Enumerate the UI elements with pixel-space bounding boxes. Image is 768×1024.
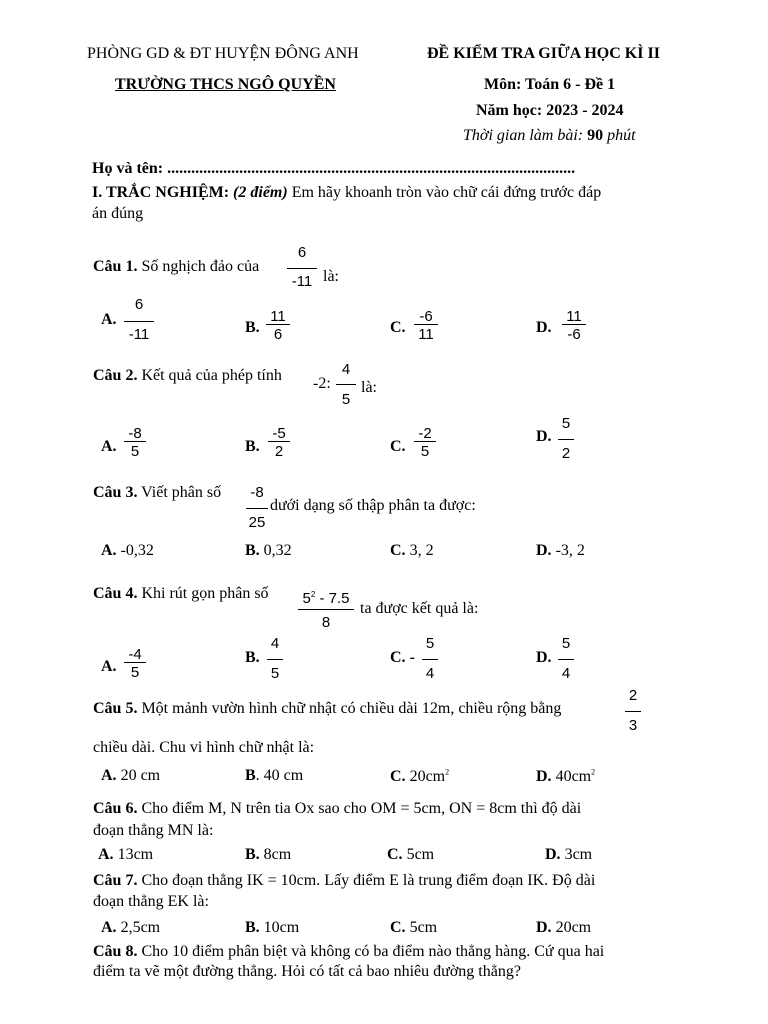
q7-option-a[interactable]: [101, 920, 160, 936]
question-1-text: Số nghịch đảo của: [141, 258, 260, 275]
question-5-stem: [93, 701, 561, 717]
fraction-denominator: -11: [128, 326, 150, 343]
numerator-rest: - 7.5: [315, 590, 350, 607]
question-2-fraction: [336, 362, 356, 408]
q3-option-b[interactable]: [245, 543, 292, 559]
school-name: TRƯỜNG THCS NGÔ QUYỀN: [115, 76, 336, 93]
school-year: Năm học: 2023 - 2024: [476, 102, 624, 119]
q4-option-a-letter[interactable]: A.: [101, 658, 117, 675]
q1-option-d-fraction: [562, 309, 586, 345]
question-5-line-2: chiều dài. Chu vi hình chữ nhật là:: [93, 739, 315, 756]
fraction-denominator: 25: [248, 514, 266, 531]
q2-option-c-fraction: [414, 426, 436, 462]
fraction-bar: [336, 384, 356, 385]
question-3-text: Viết phân số: [141, 484, 222, 501]
q2-option-c-letter[interactable]: C.: [390, 438, 406, 455]
question-5-text: Một mảnh vườn hình chữ nhật có chiều dài 12m, chiều rộng bằng: [141, 700, 562, 717]
fraction-bar: [422, 659, 438, 660]
q4-option-b-fraction: [267, 636, 283, 684]
power-base: 5: [302, 590, 311, 607]
option-letter: D.: [545, 846, 561, 863]
question-4-after: ta được kết quả là:: [360, 600, 479, 617]
question-7-stem: [93, 873, 595, 889]
question-8-label: Câu 8.: [93, 943, 138, 960]
q1-option-b-letter[interactable]: B.: [245, 319, 260, 336]
q2-option-b-fraction: [268, 426, 290, 462]
option-letter: A.: [101, 542, 117, 559]
option-text: 5cm: [409, 919, 438, 936]
fraction-denominator: 11: [418, 326, 434, 343]
q2-option-b-letter[interactable]: B.: [245, 438, 260, 455]
option-text: 3cm: [564, 846, 593, 863]
option-letter: B.: [245, 919, 260, 936]
time-label: Thời gian làm bài:: [463, 127, 588, 144]
q1-option-c-fraction: [414, 309, 438, 345]
option-letter: C.: [387, 846, 403, 863]
option-text: 20cm: [409, 768, 446, 785]
fraction-denominator: 5: [420, 443, 430, 460]
fraction-numerator: -8: [250, 484, 264, 501]
fraction-bar: [562, 324, 586, 325]
fraction-numerator: 6: [297, 244, 307, 261]
question-8-text: Cho 10 điểm phân biệt và không có ba điểm nào thẳng hàng. Cứ qua hai: [141, 943, 605, 960]
option-letter: C.: [390, 542, 406, 559]
question-5-label: Câu 5.: [93, 700, 138, 717]
time-value: 90: [587, 127, 604, 144]
option-letter: C.: [390, 768, 406, 785]
question-3-stem: [93, 485, 221, 501]
fraction-denominator: 8: [321, 614, 331, 631]
fraction-numerator: [298, 591, 354, 606]
option-letter: B.: [245, 542, 260, 559]
q3-option-d[interactable]: [536, 543, 585, 559]
question-7-label: Câu 7.: [93, 872, 138, 889]
q2-option-d-letter[interactable]: D.: [536, 428, 552, 445]
fraction-denominator: 5: [270, 665, 280, 682]
option-sign: -: [409, 649, 415, 666]
question-5-fraction: [625, 688, 641, 736]
fraction-denominator: -6: [567, 326, 581, 343]
fraction-bar: [414, 441, 436, 442]
fraction-numerator: 11: [270, 308, 286, 325]
question-3-label: Câu 3.: [93, 484, 138, 501]
question-4-fraction: [298, 591, 354, 633]
option-text: -0,32: [120, 542, 154, 559]
question-3-fraction: [246, 485, 268, 533]
option-letter: A.: [98, 846, 114, 863]
section-1-points: (2 điểm): [233, 184, 288, 201]
fraction-denominator: 3: [628, 717, 638, 734]
question-1-label: Câu 1.: [93, 258, 138, 275]
q2-option-a-letter[interactable]: A.: [101, 438, 117, 455]
fraction-bar: [558, 659, 574, 660]
fraction-numerator: 5: [425, 635, 435, 652]
fraction-numerator: 2: [628, 687, 638, 704]
question-2-pre: -2:: [313, 375, 331, 392]
question-2-stem: [93, 368, 282, 384]
option-letter: A.: [101, 919, 117, 936]
q7-option-d[interactable]: [536, 920, 591, 936]
option-text: 20cm: [555, 919, 592, 936]
q6-option-a[interactable]: [98, 847, 153, 863]
fraction-bar: [298, 609, 354, 610]
option-letter: C.: [390, 649, 406, 666]
question-8-line-2: điểm ta vẽ một đường thẳng. Hỏi có tất cả bao nhiêu đường thẳng?: [93, 963, 521, 980]
fraction-denominator: 6: [273, 326, 283, 343]
option-letter: C.: [390, 919, 406, 936]
question-7-line-2: đoạn thẳng EK là:: [93, 893, 209, 910]
option-superscript: 2: [445, 767, 450, 777]
fraction-bar: [267, 659, 283, 660]
fraction-bar: [558, 439, 574, 440]
option-text: 5cm: [406, 846, 435, 863]
q1-option-d-letter[interactable]: D.: [536, 319, 552, 336]
option-text: -3, 2: [555, 542, 585, 559]
question-1-stem: [93, 259, 259, 275]
option-letter: A.: [101, 767, 117, 784]
q4-option-c-letter[interactable]: [390, 650, 415, 666]
section-1-title: I. TRẮC NGHIỆM:: [92, 184, 230, 201]
question-2-label: Câu 2.: [93, 367, 138, 384]
question-4-label: Câu 4.: [93, 585, 138, 602]
q5-option-c[interactable]: [390, 769, 449, 785]
q6-option-c[interactable]: [387, 847, 434, 863]
q1-option-a-fraction: [124, 297, 154, 345]
q5-option-a[interactable]: [101, 768, 160, 784]
q1-option-c-letter[interactable]: C.: [390, 319, 406, 336]
fraction-denominator: 5: [130, 664, 140, 681]
fraction-numerator: -2: [418, 425, 432, 442]
option-text: 10cm: [263, 919, 300, 936]
fraction-bar: [625, 711, 641, 712]
department-name: PHÒNG GD & ĐT HUYỆN ĐÔNG ANH: [87, 45, 359, 62]
option-text: 3, 2: [409, 542, 434, 559]
fraction-denominator: 4: [425, 665, 435, 682]
option-text: 20 cm: [120, 767, 161, 784]
q3-option-c[interactable]: [390, 543, 434, 559]
fraction-numerator: 4: [341, 361, 351, 378]
q7-option-b[interactable]: [245, 920, 299, 936]
section-1-instructions-cont: án đúng: [92, 205, 144, 222]
question-6-line-2: đoạn thẳng MN là:: [93, 822, 214, 839]
fraction-denominator: 2: [274, 443, 284, 460]
option-superscript: 2: [591, 767, 596, 777]
q4-option-d-letter[interactable]: D.: [536, 649, 552, 666]
fraction-bar: [246, 508, 268, 509]
q1-option-b-fraction: [266, 309, 290, 345]
question-7-text: Cho đoạn thẳng IK = 10cm. Lấy điểm E là trung điểm đoạn IK. Độ dài: [141, 872, 596, 889]
question-1-after: là:: [323, 268, 339, 285]
fraction-numerator: 6: [134, 296, 144, 313]
q2-option-a-fraction: [124, 426, 146, 462]
q6-option-b[interactable]: [245, 847, 291, 863]
option-letter: D.: [536, 768, 552, 785]
option-letter: D.: [536, 542, 552, 559]
question-6-stem: [93, 801, 581, 817]
option-text: 0,32: [263, 542, 292, 559]
question-2-after: là:: [361, 379, 377, 396]
question-6-label: Câu 6.: [93, 800, 138, 817]
exam-duration: [463, 128, 636, 144]
fraction-bar: [268, 441, 290, 442]
fraction-numerator: 11: [566, 308, 582, 325]
power-exponent: 2: [310, 590, 316, 599]
question-3-after: dưới dạng số thập phân ta được:: [270, 497, 476, 514]
section-1-instructions: Em hãy khoanh tròn vào chữ cái đứng trước đáp: [291, 184, 602, 201]
exam-subject: Môn: Toán 6 - Đề 1: [484, 76, 616, 93]
option-text: 13cm: [117, 846, 154, 863]
fraction-bar: [124, 441, 146, 442]
fraction-numerator: 4: [270, 635, 280, 652]
fraction-denominator: 2: [561, 445, 571, 462]
question-2-text: Kết quả của phép tính: [141, 367, 282, 384]
q3-option-a[interactable]: [101, 543, 154, 559]
fraction-numerator: -5: [272, 425, 286, 442]
q5-option-b[interactable]: [245, 768, 303, 784]
exam-title: ĐỀ KIỂM TRA GIỮA HỌC KÌ II: [427, 45, 660, 62]
option-text: 40cm: [555, 768, 592, 785]
fraction-bar: [287, 268, 317, 269]
fraction-bar: [124, 321, 154, 322]
q4-option-b-letter[interactable]: B.: [245, 649, 260, 666]
question-1-fraction: [287, 245, 317, 293]
fraction-denominator: 5: [341, 391, 351, 408]
section-1-heading: [92, 185, 601, 201]
question-4-text: Khi rút gọn phân số: [141, 585, 269, 602]
fraction-denominator: 4: [561, 665, 571, 682]
q6-option-d[interactable]: [545, 847, 592, 863]
fraction-denominator: 5: [130, 443, 140, 460]
fraction-denominator: -11: [291, 273, 313, 290]
fraction-numerator: -4: [128, 646, 142, 663]
q4-option-d-fraction: [558, 636, 574, 684]
fraction-bar: [266, 324, 290, 325]
time-unit: phút: [603, 127, 636, 144]
q4-option-c-fraction: [422, 636, 438, 684]
option-letter: B: [245, 767, 256, 784]
question-8-stem: [93, 944, 604, 960]
option-text: 8cm: [263, 846, 292, 863]
option-letter: B.: [245, 846, 260, 863]
option-text: . 40 cm: [255, 767, 304, 784]
fraction-bar: [414, 324, 438, 325]
q2-option-d-fraction: [558, 416, 574, 464]
question-4-stem: [93, 586, 269, 602]
question-6-text: Cho điểm M, N trên tia Ox sao cho OM = 5cm, ON = 8cm thì độ dài: [141, 800, 582, 817]
fraction-numerator: 5: [561, 635, 571, 652]
q1-option-a-letter[interactable]: A.: [101, 311, 117, 328]
option-text: 2,5cm: [120, 919, 161, 936]
q4-option-a-fraction: [124, 647, 146, 683]
fraction-numerator: 5: [561, 415, 571, 432]
fraction-numerator: -6: [419, 308, 433, 325]
fraction-bar: [124, 662, 146, 663]
q7-option-c[interactable]: [390, 920, 437, 936]
fraction-numerator: -8: [128, 425, 142, 442]
option-letter: D.: [536, 919, 552, 936]
q5-option-d[interactable]: [536, 769, 595, 785]
student-name-line: Họ và tên: ......................................................................................................: [92, 160, 576, 177]
